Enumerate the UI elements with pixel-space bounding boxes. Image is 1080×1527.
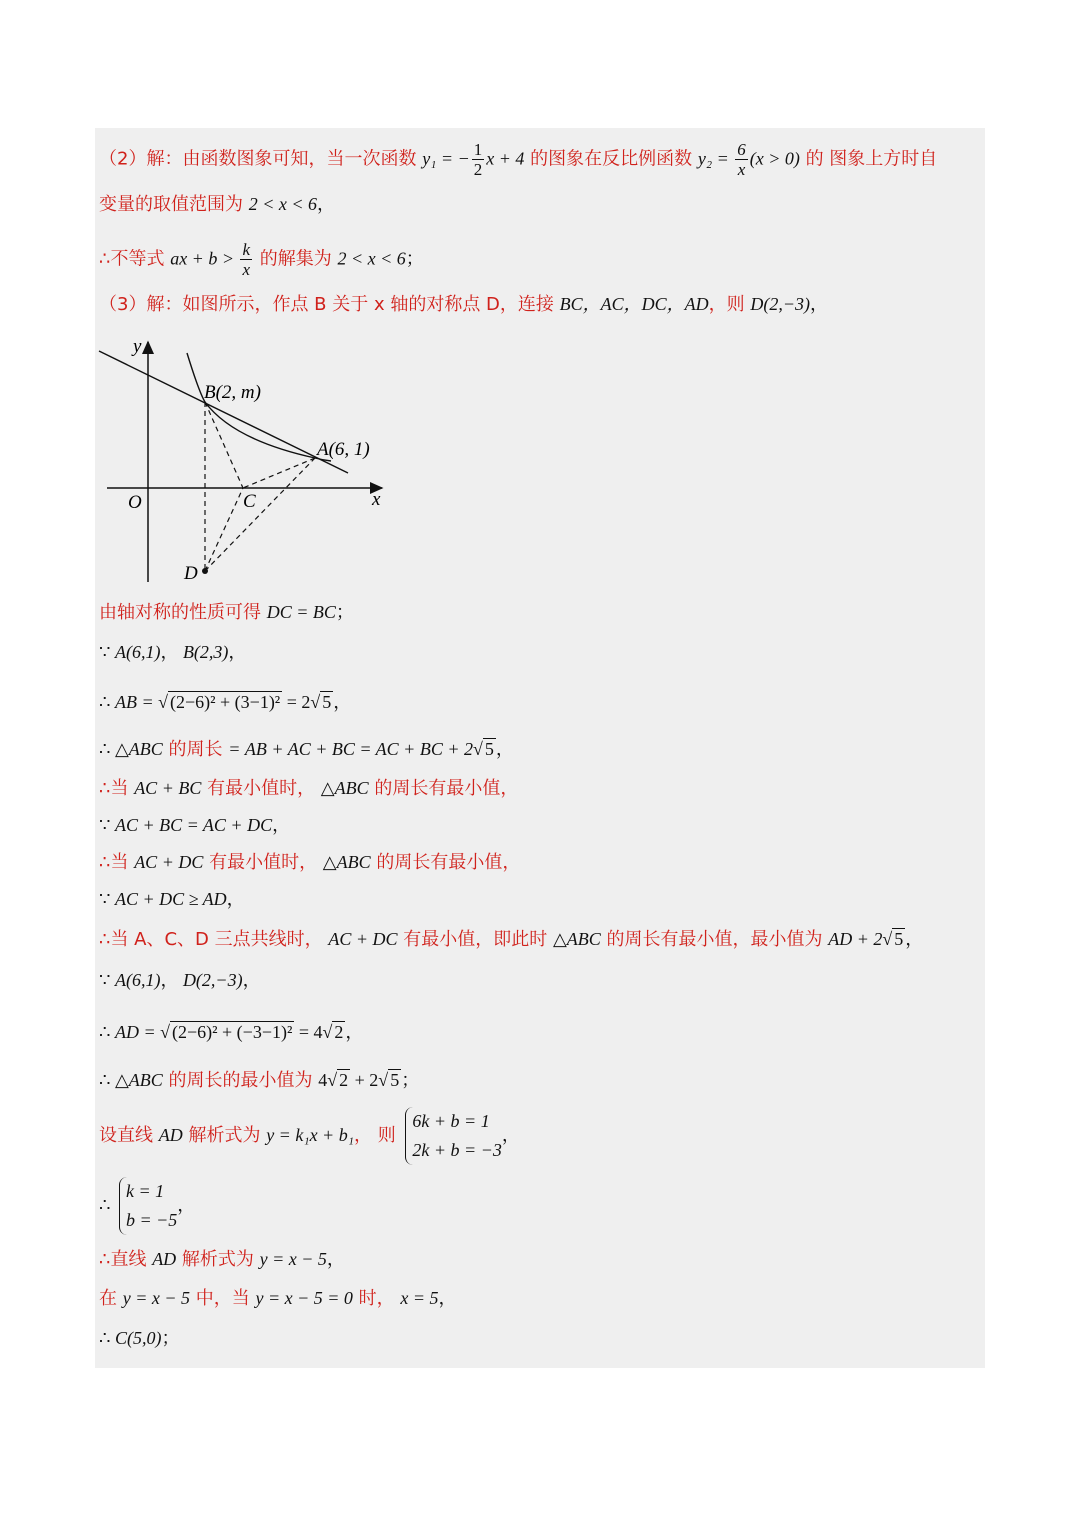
text: ， [272,815,291,835]
text: 时， [352,1288,401,1309]
since-symbol: ∵ [99,815,115,835]
line-min-AC-BC [99,776,518,801]
text: ∴直线 [99,1249,153,1270]
line-AC-BC-eq [99,813,290,838]
fraction-6-x [735,140,748,179]
text: ； [401,1070,420,1090]
solution-system [119,1177,177,1235]
math: DC = BC [266,602,336,622]
since-symbol: ∵ [99,889,115,909]
den: 2 [473,160,483,179]
origin-label: O [128,492,142,513]
therefore-symbol: ∴ [99,692,115,712]
math: + 2 [350,1070,379,1090]
geometry-figure [95,330,395,590]
line-AD-equation [99,1247,345,1272]
line-y1 [99,351,348,473]
math: △ABC [320,778,369,798]
text: 解析式为 [182,1125,267,1146]
math: ax + b > [170,248,239,269]
part2-line3 [99,240,424,279]
text: ， [501,1125,520,1145]
text: ， [228,642,247,662]
text: 解析式为 [176,1249,260,1270]
math: AD = [114,1022,161,1042]
math: B(2,3) [182,642,229,662]
line-solution-system [99,1176,195,1235]
den: x [737,160,746,179]
point-D-label: D [184,563,198,584]
math: 2 < x < 6 [248,194,318,214]
text: 设直线 [99,1125,159,1146]
line-point-C [99,1326,179,1351]
math: △ABC [322,852,371,872]
math: y = x − 5 [122,1288,191,1308]
dashed-lines [205,402,315,571]
point-B-label: B(2, m) [204,382,261,403]
math: AC + BC [134,778,202,798]
text: ， [160,642,183,662]
math: D(2,−3) [182,970,243,990]
math: AB = [114,692,159,712]
math: 2 < x < 6 [337,248,406,269]
num: 6 [737,140,746,159]
text: （2）解：由函数图象可知，当一次函数 [99,148,423,170]
text: ， [810,294,829,314]
math: x = 5 [400,1288,439,1308]
text: 的周长 [162,739,229,760]
text: 的 图象上方时自 [799,148,938,170]
line-perimeter [99,737,514,762]
text: ， [160,970,183,990]
sqrt-radical: √ [160,1022,170,1042]
text: ∴不等式 [99,248,171,270]
point-D [202,568,208,574]
line-points-AD [99,968,261,993]
text: 的解集为 [254,248,338,270]
math: AC + DC [328,929,398,949]
math: AC + DC [134,852,204,872]
line-AD-length [99,1020,363,1045]
math: y₁ = − [422,148,470,169]
text: ∴当 [99,852,135,873]
sqrt-content: (2−6)² + (−3−1)² [171,1022,293,1042]
sqrt-content: 5 [390,1070,400,1090]
math: △ABC [114,739,163,759]
text: 的周长有最小值， [370,852,521,873]
sqrt-radical: √ [378,1070,389,1090]
since-symbol: ∵ [99,642,115,662]
math: D(2,−3) [750,294,811,314]
line-collinear [99,927,923,952]
line-min-AC-DC [99,850,520,875]
text: ， [326,1249,345,1269]
point-C-label: C [243,491,256,512]
therefore-symbol: ∴ [99,1195,115,1215]
sqrt-radical: √ [158,692,168,712]
line-AD-system [99,1106,520,1165]
math: x + 4 [486,148,525,169]
math: (x > 0) [749,148,800,169]
num: k [242,240,251,259]
line-AB-length [99,690,351,715]
text: ； [161,1328,180,1348]
text: ， [333,692,352,712]
y-axis-label: y [133,336,142,357]
text: 的周长有最小值，最小值为 [600,929,829,950]
sqrt-radical: √ [310,692,321,712]
math: y = k₁x + b₁ [266,1125,354,1145]
text: ， [345,1022,364,1042]
text: ∴当 A、C、D 三点共线时， [99,929,329,950]
math: C(5,0) [114,1328,162,1348]
line-min-perimeter [99,1068,419,1093]
sqrt-radical: √ [882,929,893,949]
text: ∴当 [99,778,135,799]
point-A-label: A(6, 1) [317,439,370,460]
equation-2: 2k + b = −3 [412,1140,502,1160]
text: 的周长有最小值， [368,778,519,799]
math: AD [158,1125,183,1145]
text: 有最小值，即此时 [397,929,553,950]
line-triangle-ineq [99,887,245,912]
text: ， [905,929,924,949]
text: ， [495,739,514,759]
sqrt-radical: √ [472,739,483,759]
part3-intro [99,292,828,317]
math: BC，AC，DC，AD [559,294,709,314]
fraction-k-x [240,240,252,279]
math: △ABC [552,929,601,949]
text: ； [335,602,354,622]
math: y = x − 5 = 0 [255,1288,353,1308]
line-points-AB [99,640,246,665]
x-axis-label: x [372,489,381,510]
math: y₂ = [697,148,734,169]
sqrt-content: 5 [894,929,904,949]
sqrt-radical: √ [327,1070,338,1090]
part2-line1 [99,140,937,179]
text: 的图象在反比例函数 [524,148,698,170]
sqrt-radical: √ [322,1022,333,1042]
den: x [242,260,251,279]
text: 有最小值时， [203,852,323,873]
text: ， [242,970,261,990]
text: ； [405,248,424,269]
therefore-symbol: ∴ [99,739,115,759]
part2-line2 [99,192,335,217]
line-solve-x [99,1286,456,1311]
fraction-1-2 [472,140,485,179]
text: 由轴对称的性质可得 [99,602,267,623]
sqrt-content: 2 [334,1022,344,1042]
math: △ABC [114,1070,163,1090]
sqrt-content: 5 [484,739,494,759]
text: ， [177,1195,196,1215]
solution-k: k = 1 [125,1181,165,1201]
text: ， [226,889,245,909]
math: = 4 [294,1022,323,1042]
math: y = x − 5 [259,1249,327,1269]
math: A(6,1) [114,642,161,662]
text: ， 则 [353,1125,402,1146]
math: AD + 2 [828,929,883,949]
text: ， [438,1288,457,1308]
since-symbol: ∵ [99,970,115,990]
num: 1 [473,140,483,159]
text: 有最小值时， [201,778,321,799]
text: 变量的取值范围为 [99,194,249,215]
text: 的周长的最小值为 [162,1070,319,1091]
solution-b: b = −5 [125,1210,178,1230]
text: 在 [99,1288,123,1309]
hyperbola-y2 [187,353,331,461]
math: = AB + AC + BC = AC + BC + 2 [228,739,473,759]
sqrt-content: (2−6)² + (3−1)² [169,692,281,712]
therefore-symbol: ∴ [99,1070,115,1090]
math: A(6,1) [114,970,161,990]
line-axis-symmetry [99,600,354,625]
equation-1: 6k + b = 1 [412,1111,490,1131]
therefore-symbol: ∴ [99,1022,115,1042]
math: AC + DC ≥ AD [114,889,227,909]
sqrt-content: 2 [339,1070,349,1090]
sqrt-content: 5 [322,692,332,712]
math: AC + BC = AC + DC [114,815,273,835]
math: AD [152,1249,177,1269]
therefore-symbol: ∴ [99,1328,115,1348]
text: （3）解：如图所示，作点 B 关于 x 轴的对称点 D，连接 [99,294,560,315]
math: 4 [318,1070,328,1090]
text: 中，当 [190,1288,256,1309]
text: ， [317,194,336,214]
math: = 2 [282,692,311,712]
equation-system [405,1107,501,1165]
text: ，则 [708,294,751,315]
